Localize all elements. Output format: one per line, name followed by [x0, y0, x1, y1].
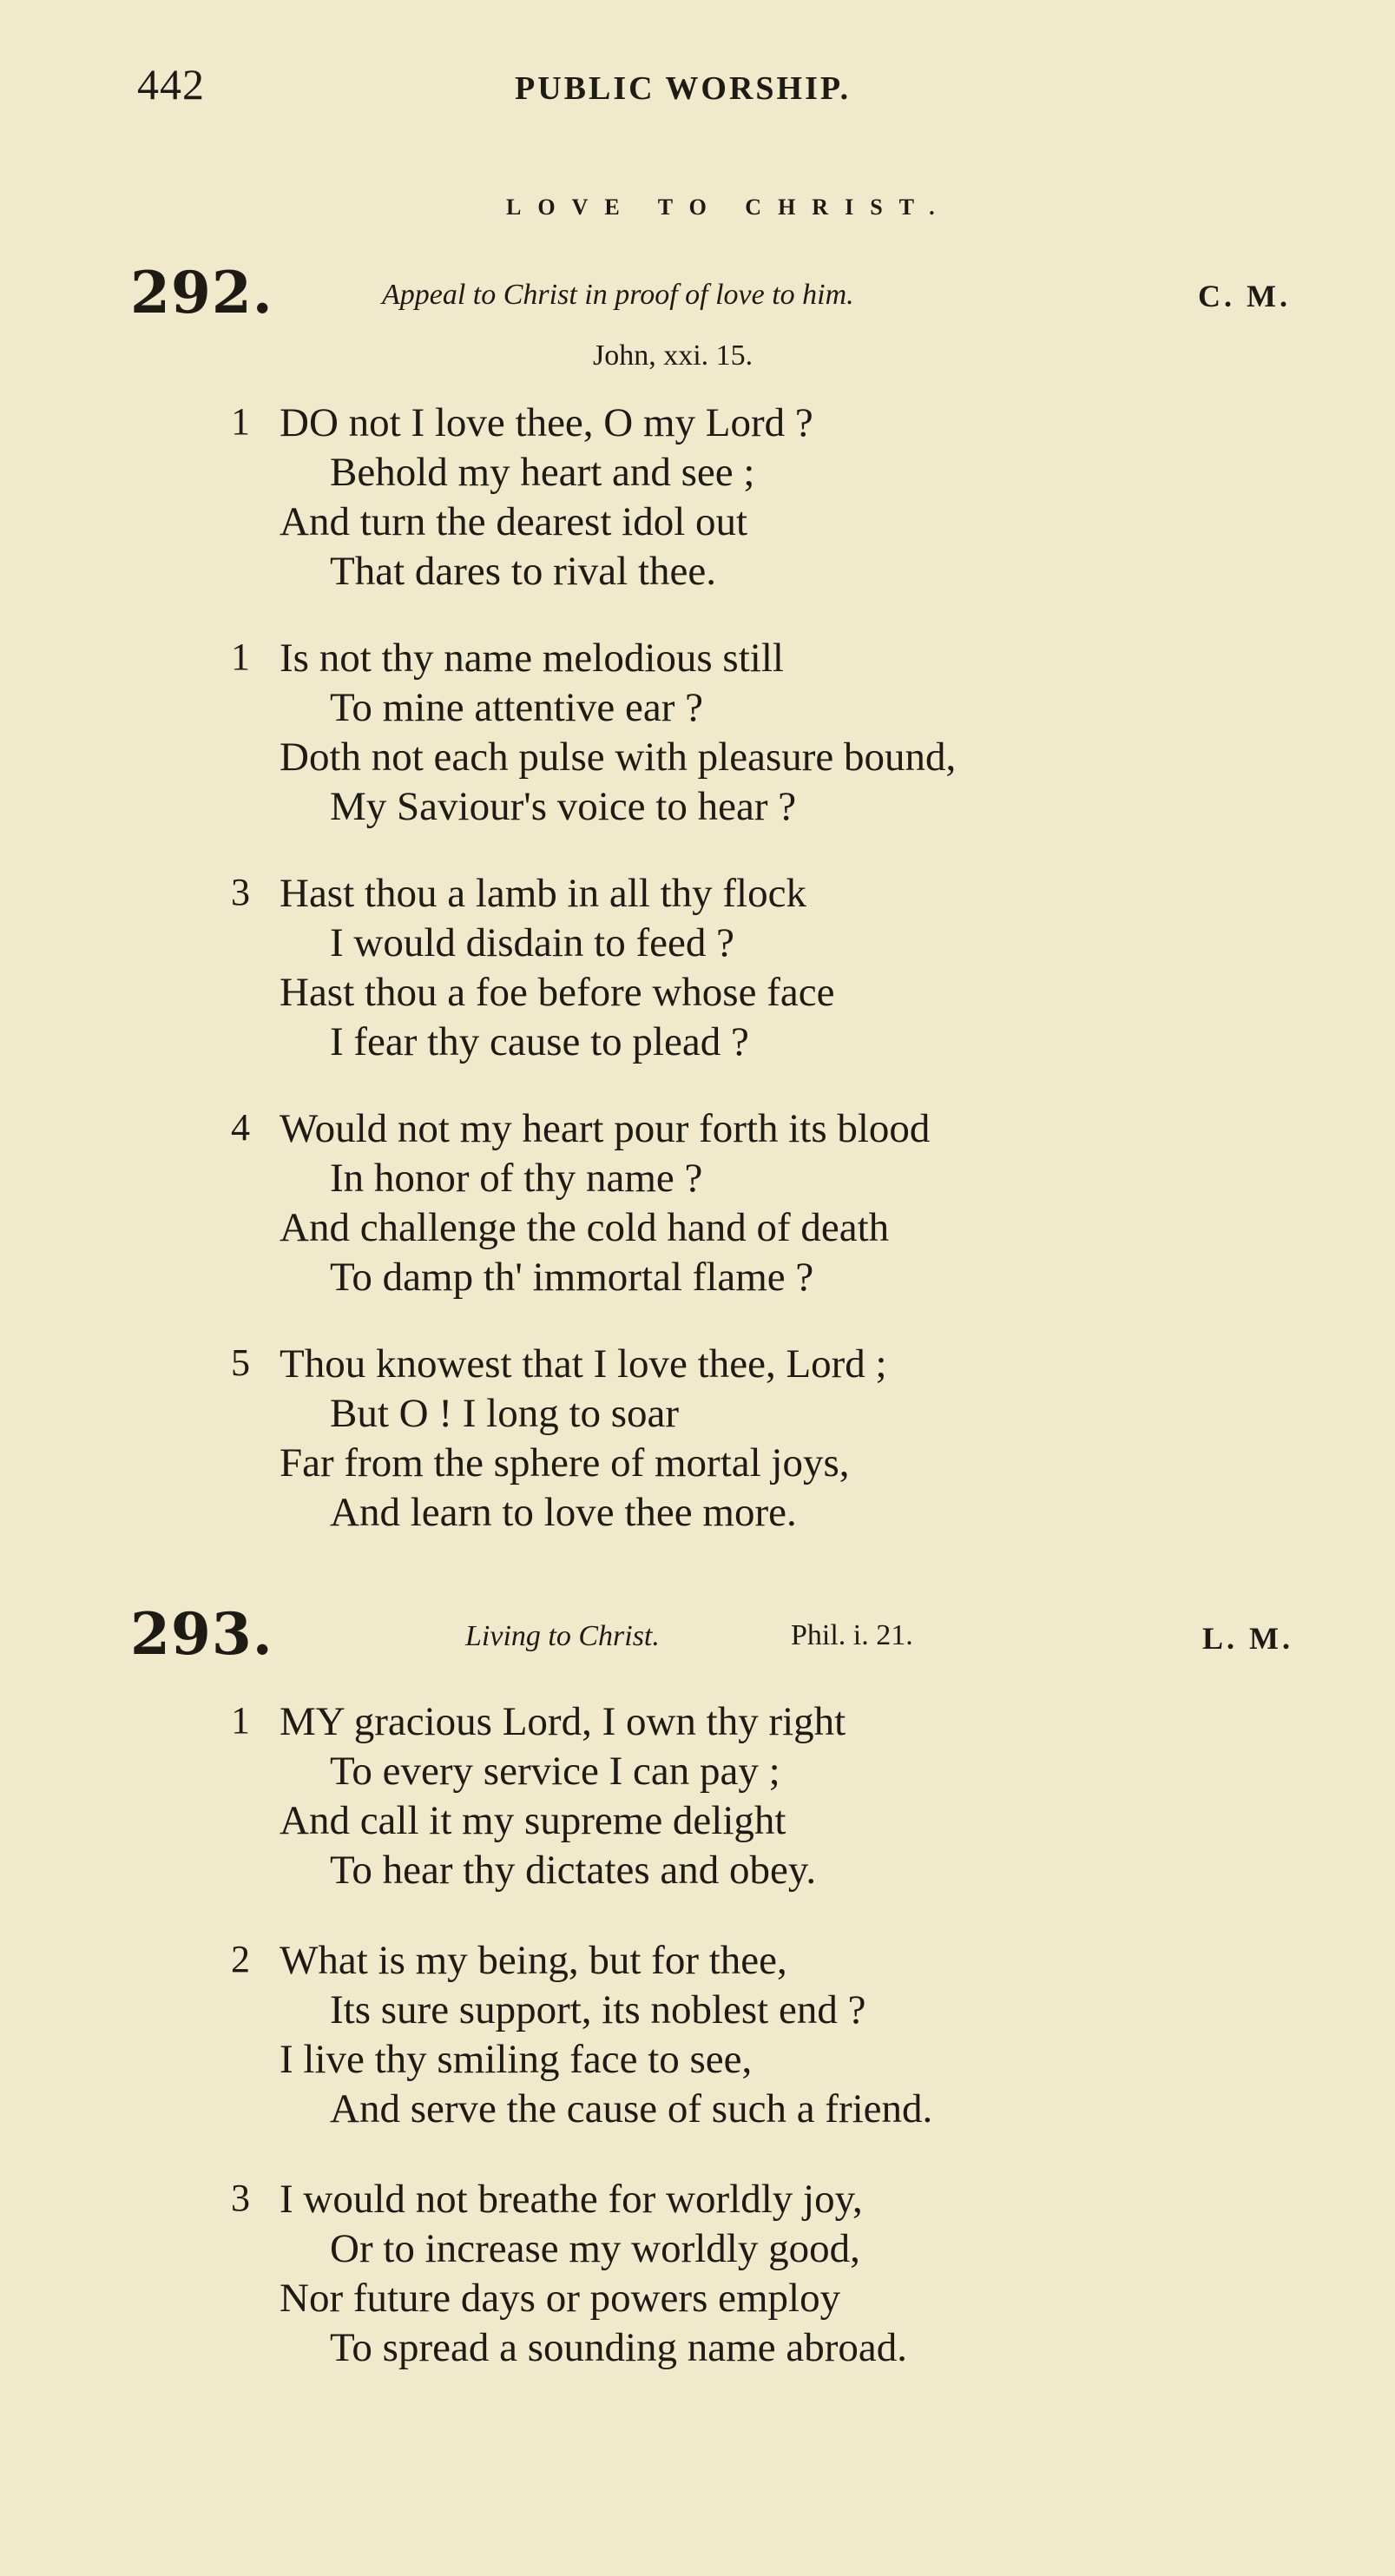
verse-line: To spread a sounding name abroad.	[330, 2325, 907, 2370]
verse-line: And learn to love thee more.	[330, 1490, 797, 1535]
verse-line: I would not breathe for worldly joy,	[280, 2177, 863, 2222]
verse-line: And challenge the cold hand of death	[280, 1205, 890, 1250]
verse-line: And serve the cause of such a friend.	[330, 2086, 933, 2131]
verse-line: Or to increase my worldly good,	[330, 2226, 860, 2271]
verse-line: Behold my heart and see ;	[330, 450, 755, 495]
verse-line: Is not thy name melodious still	[280, 636, 784, 681]
section-title: LOVE TO CHRIST.	[506, 194, 951, 220]
hymn-meter: L. M.	[1202, 1621, 1293, 1656]
hymn-meter: C. M.	[1198, 279, 1291, 313]
verse-line: To hear thy dictates and obey.	[330, 1848, 817, 1893]
verse-line: I would disdain to feed ?	[330, 920, 734, 965]
verse-line: My Saviour's voice to hear ?	[330, 784, 797, 829]
verse-line: Far from the sphere of mortal joys,	[280, 1440, 850, 1486]
verse-line: To mine attentive ear ?	[330, 685, 703, 730]
verse-line: Doth not each pulse with pleasure bound,	[280, 735, 957, 780]
verse-line: I live thy smiling face to see,	[280, 2037, 753, 2082]
verse-line: But O ! I long to soar	[330, 1391, 680, 1436]
verse-line: I fear thy cause to plead ?	[330, 1019, 749, 1064]
verse-line: And call it my supreme delight	[280, 1798, 786, 1843]
stanza-number: 2	[231, 1938, 250, 1980]
stanza-number: 5	[231, 1341, 250, 1384]
hymn-number: 293.	[130, 1600, 273, 1668]
verse-line: That dares to rival thee.	[330, 549, 717, 594]
stanza-number: 1	[231, 636, 250, 678]
running-head: PUBLIC WORSHIP.	[515, 70, 852, 107]
verse-line: And turn the dearest idol out	[280, 499, 748, 544]
stanza-number: 1	[231, 400, 250, 443]
verse-line: To damp th' immortal flame ?	[330, 1255, 814, 1300]
verse-line: Hast thou a lamb in all thy flock	[280, 871, 806, 916]
page-number: 442	[137, 60, 205, 109]
hymn-number: 292.	[130, 259, 273, 326]
verse-line: What is my being, but for thee,	[280, 1938, 787, 1983]
verse-line: In honor of thy name ?	[330, 1156, 703, 1201]
hymn-title: Living to Christ.	[465, 1620, 660, 1652]
scripture-reference: Phil. i. 21.	[791, 1619, 913, 1651]
verse-line: Nor future days or powers employ	[280, 2276, 841, 2321]
verse-line: Hast thou a foe before whose face	[280, 970, 835, 1015]
verse-line: Its sure support, its noblest end ?	[330, 1987, 866, 2032]
stanza-number: 3	[231, 2177, 250, 2219]
stanza-number: 1	[231, 1699, 250, 1742]
verse-line: Thou knowest that I love thee, Lord ;	[280, 1341, 887, 1387]
scripture-reference: John, xxi. 15.	[593, 339, 753, 372]
verse-line: To every service I can pay ;	[330, 1749, 780, 1794]
stanza-number: 4	[231, 1106, 250, 1149]
verse-line: DO not I love thee, O my Lord ?	[280, 400, 813, 445]
stanza-number: 3	[231, 871, 250, 913]
verse-line: Would not my heart pour forth its blood	[280, 1106, 931, 1151]
hymn-title: Appeal to Christ in proof of love to him.	[382, 279, 854, 311]
verse-line: MY gracious Lord, I own thy right	[280, 1699, 846, 1744]
